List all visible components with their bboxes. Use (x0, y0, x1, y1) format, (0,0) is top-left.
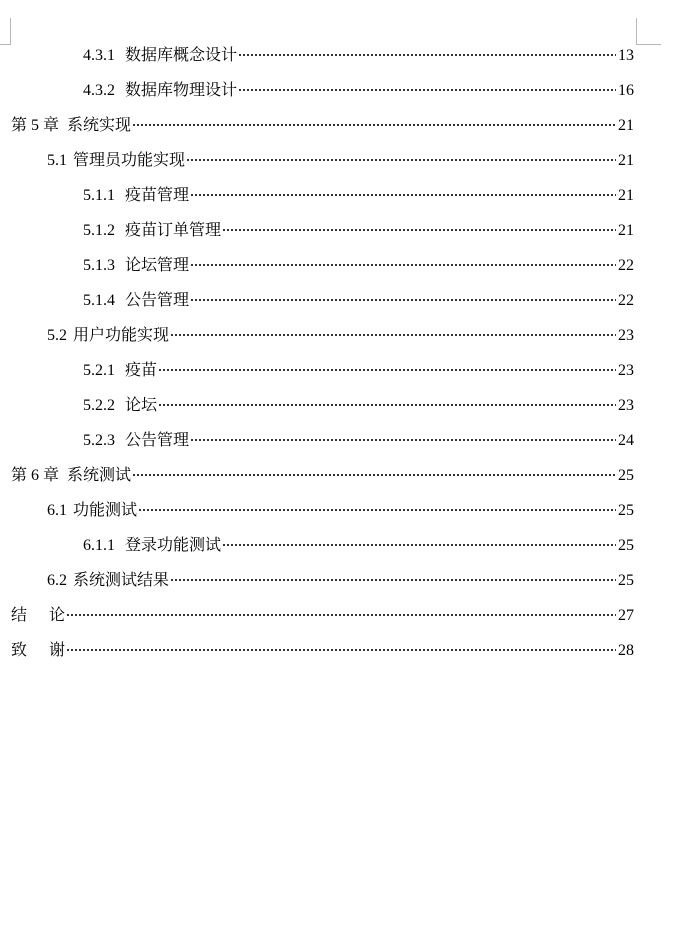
toc-entry-number: 5.1 (47, 152, 67, 169)
toc-dot-leader (132, 474, 616, 476)
toc-entry-number: 6.1.1 (83, 537, 115, 554)
toc-dot-leader (66, 649, 616, 651)
toc-entry[interactable] (83, 283, 634, 318)
toc-entry[interactable] (11, 633, 634, 668)
toc-dot-leader (138, 509, 616, 511)
toc-entry[interactable] (83, 388, 634, 423)
toc-entry[interactable] (47, 563, 634, 598)
toc-entry-title: 疫苗管理 (125, 187, 190, 204)
toc-dot-leader (186, 159, 616, 161)
toc-entry-page-number: 23 (618, 362, 634, 379)
toc-dot-leader (132, 124, 616, 126)
toc-entry-number: 5.2.1 (83, 362, 115, 379)
toc-entry-number: 结 (11, 607, 28, 624)
toc-entry[interactable] (83, 178, 634, 213)
toc-entry-page-number: 21 (618, 152, 634, 169)
toc-entry-page-number: 16 (618, 82, 634, 99)
toc-entry-page-number: 25 (618, 572, 634, 589)
toc-entry-page-number: 21 (618, 222, 634, 239)
toc-entry-number: 6.1 (47, 502, 67, 519)
toc-entry-page-number: 13 (618, 47, 634, 64)
toc-entry[interactable] (47, 493, 634, 528)
toc-entry-title: 谢 (49, 642, 66, 659)
toc-entry-number: 5.1.2 (83, 222, 115, 239)
toc-entry-number: 致 (11, 642, 28, 659)
toc-entry[interactable] (47, 318, 634, 353)
toc-entry[interactable] (83, 528, 634, 563)
toc-entry-number: 5.1.4 (83, 292, 115, 309)
toc-dot-leader (222, 229, 616, 231)
toc-entry-page-number: 21 (618, 187, 634, 204)
toc-entry-title: 用户功能实现 (73, 327, 170, 344)
toc-entry-number: 5.2.3 (83, 432, 115, 449)
toc-entry-page-number: 23 (618, 397, 634, 414)
crop-mark-top-left (0, 18, 11, 45)
toc-entry-title: 论 (49, 607, 66, 624)
toc-entry-title: 系统实现 (67, 117, 132, 134)
toc-entry-number: 4.3.1 (83, 47, 115, 64)
toc-dot-leader (158, 369, 616, 371)
toc-dot-leader (190, 264, 616, 266)
toc-entry-page-number: 23 (618, 327, 634, 344)
toc-entry-title: 论坛管理 (125, 257, 190, 274)
toc-dot-leader (158, 404, 616, 406)
toc-entry-title: 系统测试 (67, 467, 132, 484)
toc-entry-number: 6.2 (47, 572, 67, 589)
toc-entry-page-number: 24 (618, 432, 634, 449)
toc-entry-title: 功能测试 (73, 502, 138, 519)
toc-entry-title: 公告管理 (125, 432, 190, 449)
toc-entry[interactable] (47, 143, 634, 178)
toc-dot-leader (238, 89, 616, 91)
toc-entry[interactable] (11, 458, 634, 493)
toc-entry-title: 论坛 (125, 397, 158, 414)
toc-dot-leader (170, 579, 616, 581)
toc-entry-number: 4.3.2 (83, 82, 115, 99)
toc-entry-title: 数据库概念设计 (125, 47, 238, 64)
toc-entry-page-number: 25 (618, 502, 634, 519)
toc-entry[interactable] (11, 598, 634, 633)
toc-entry[interactable] (11, 108, 634, 143)
toc-dot-leader (238, 54, 616, 56)
toc-entry-number: 5.2 (47, 327, 67, 344)
toc-entry-number: 5.1.3 (83, 257, 115, 274)
toc-entry-page-number: 21 (618, 117, 634, 134)
toc-entry-title: 数据库物理设计 (125, 82, 238, 99)
toc-dot-leader (222, 544, 616, 546)
toc-entry[interactable] (83, 248, 634, 283)
toc-entry-title: 公告管理 (125, 292, 190, 309)
toc-entry-number: 第 6 章 (11, 467, 60, 484)
toc-entry-number: 第 5 章 (11, 117, 60, 134)
toc-entry-page-number: 22 (618, 257, 634, 274)
toc-dot-leader (190, 194, 616, 196)
toc-dot-leader (66, 614, 616, 616)
toc-entry-title: 登录功能测试 (125, 537, 222, 554)
toc-entry-page-number: 25 (618, 537, 634, 554)
toc-entry-page-number: 25 (618, 467, 634, 484)
toc-entry[interactable] (83, 38, 634, 73)
toc-entry-title: 管理员功能实现 (73, 152, 186, 169)
toc-dot-leader (190, 439, 616, 441)
toc-dot-leader (190, 299, 616, 301)
toc-entry-page-number: 28 (618, 642, 634, 659)
toc-entry[interactable] (83, 353, 634, 388)
toc-entry-title: 疫苗订单管理 (125, 222, 222, 239)
toc-entry[interactable] (83, 73, 634, 108)
toc-entry-page-number: 27 (618, 607, 634, 624)
toc-entry-page-number: 22 (618, 292, 634, 309)
toc-entry-title: 系统测试结果 (73, 572, 170, 589)
toc-entry-title: 疫苗 (125, 362, 158, 379)
toc-entry[interactable] (83, 213, 634, 248)
toc-entry[interactable] (83, 423, 634, 458)
toc-entry-number: 5.2.2 (83, 397, 115, 414)
toc-dot-leader (170, 334, 616, 336)
toc-entry-number: 5.1.1 (83, 187, 115, 204)
crop-mark-top-right (636, 18, 661, 45)
